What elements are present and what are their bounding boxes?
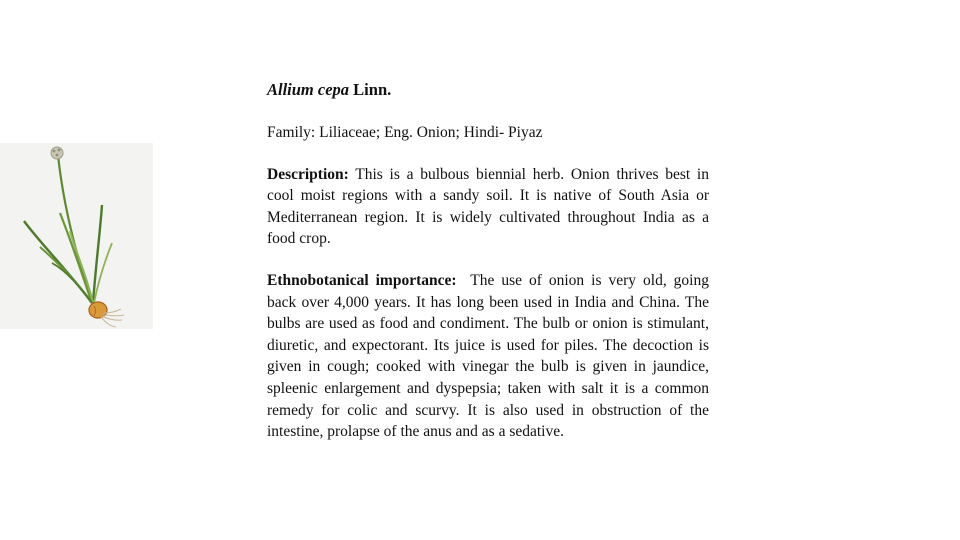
onion-bulb bbox=[89, 302, 107, 318]
leaf bbox=[70, 231, 93, 303]
species-name: Allium cepa bbox=[267, 80, 350, 99]
leaf bbox=[60, 213, 92, 303]
flower-head bbox=[51, 147, 63, 159]
description-heading: Description: bbox=[267, 165, 349, 183]
onion-plant-image bbox=[0, 143, 153, 329]
species-title bbox=[267, 78, 709, 102]
ethnobotanical-text: The use of onion is very old, going back over 4,000 years. It has long been used in India and China. The bulbs are used as food and condiment. The bulb or onion is stimulant, diuretic, and expectorant. Its juice is used for piles. The decoction is given in cough; cooked with vinegar the bulb is given in jaundice, spleenic enlargement and dyspepsia; taken with salt it is a common remedy for colic and scurvy. It is also used in obstruction of the intestine, prolapse of the anus and as a sedative. bbox=[267, 271, 709, 441]
description-text: This is a bulbous biennial herb. Onion thrives best in cool moist regions with a sandy soil. It is native of South Asia or Mediterranean region. It is widely cultivated throughout India as a food crop. bbox=[267, 165, 709, 248]
monograph-text bbox=[267, 78, 709, 463]
ethnobotanical-paragraph bbox=[267, 270, 709, 443]
ethnobotanical-heading: Ethnobotanical importance: bbox=[267, 271, 457, 289]
description-paragraph bbox=[267, 164, 709, 250]
onion-plant-illustration bbox=[0, 143, 153, 329]
species-authority: Linn. bbox=[353, 80, 392, 99]
family-line: Family: Liliaceae; Eng. Onion; Hindi- Piyaz bbox=[267, 124, 543, 141]
